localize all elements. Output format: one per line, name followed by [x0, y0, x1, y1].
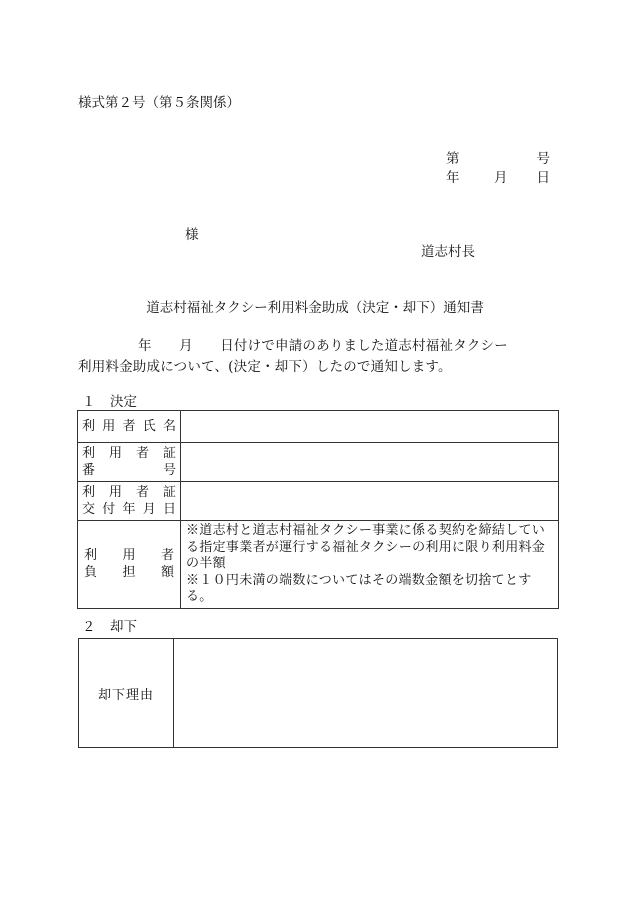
burden-note-2: ※１０円未満の端数についてはその端数金額を切捨てとする。	[186, 572, 532, 604]
date-day: 日	[536, 170, 550, 186]
section-2-heading	[82, 621, 137, 635]
section-1-number: １	[82, 394, 96, 410]
label-char: 氏	[142, 419, 156, 434]
decision-table	[77, 410, 559, 609]
table-row	[78, 521, 559, 609]
section-1-heading	[82, 396, 137, 410]
label-char: 名	[162, 419, 176, 434]
label-char: 者	[160, 548, 174, 564]
label-char: 付	[102, 502, 116, 517]
label-char: 者	[135, 485, 149, 500]
rejection-table	[78, 638, 558, 748]
name-label	[78, 411, 181, 443]
label-char: 負	[84, 565, 98, 581]
label-char: 証	[162, 485, 176, 500]
table-row	[78, 411, 559, 443]
label-char: 日	[162, 502, 176, 517]
form-label: 様式第２号（第５条関係）	[78, 95, 240, 111]
burden-label	[78, 521, 181, 609]
label-char: 担	[122, 565, 136, 581]
label-char: 用	[102, 419, 116, 434]
number-suffix: 号	[536, 151, 550, 167]
issue-date-label	[78, 482, 181, 521]
section-2-title: 却下	[110, 619, 137, 635]
burden-note	[181, 521, 559, 609]
label-char: 用	[108, 485, 122, 500]
section-1-title: 決定	[110, 394, 137, 410]
addressee: 様	[185, 227, 199, 243]
issuer: 道志村長	[421, 244, 475, 260]
date-year: 年	[446, 170, 460, 186]
label-char: 号	[162, 463, 176, 478]
label-char: 番	[82, 463, 96, 478]
table-row	[79, 639, 558, 748]
label-char: 証	[162, 446, 176, 461]
number-prefix: 第	[446, 151, 460, 167]
label-char: 額	[160, 565, 174, 581]
label-char: 者	[122, 419, 136, 434]
label-char: 用	[122, 548, 136, 564]
cert-number-label	[78, 443, 181, 482]
table-row	[78, 482, 559, 521]
label-char: 月	[142, 502, 156, 517]
rejection-reason-value[interactable]	[174, 639, 558, 748]
label-char: 用	[108, 446, 122, 461]
label-char: 交	[82, 502, 96, 517]
burden-note-1: ※道志村と道志村福祉タクシー事業に係る契約を締結している指定事業者が運行する福祉タクシーの利用に限り利用料金の半額	[186, 523, 546, 571]
date-month: 月	[494, 170, 508, 186]
label-char: 利	[82, 446, 96, 461]
label-char: 利	[84, 548, 98, 564]
issue-date-value[interactable]	[181, 482, 559, 521]
label-char: 利	[82, 419, 96, 434]
body-line-2: 利用料金助成について、(決定・却下）したので通知します。	[78, 359, 452, 375]
label-char: 利	[82, 485, 96, 500]
table-row	[78, 443, 559, 482]
body-line-1: 年 月 日付けで申請のありました道志村福祉タクシー	[138, 338, 508, 354]
document-title: 道志村福祉タクシー利用料金助成（決定・却下）通知書	[146, 300, 484, 316]
cert-number-value[interactable]	[181, 443, 559, 482]
rejection-reason-label: 却下理由	[79, 639, 174, 748]
body-text	[78, 336, 558, 378]
name-value[interactable]	[181, 411, 559, 443]
label-char: 年	[122, 502, 136, 517]
label-char: 者	[135, 446, 149, 461]
section-2-number: ２	[82, 619, 96, 635]
